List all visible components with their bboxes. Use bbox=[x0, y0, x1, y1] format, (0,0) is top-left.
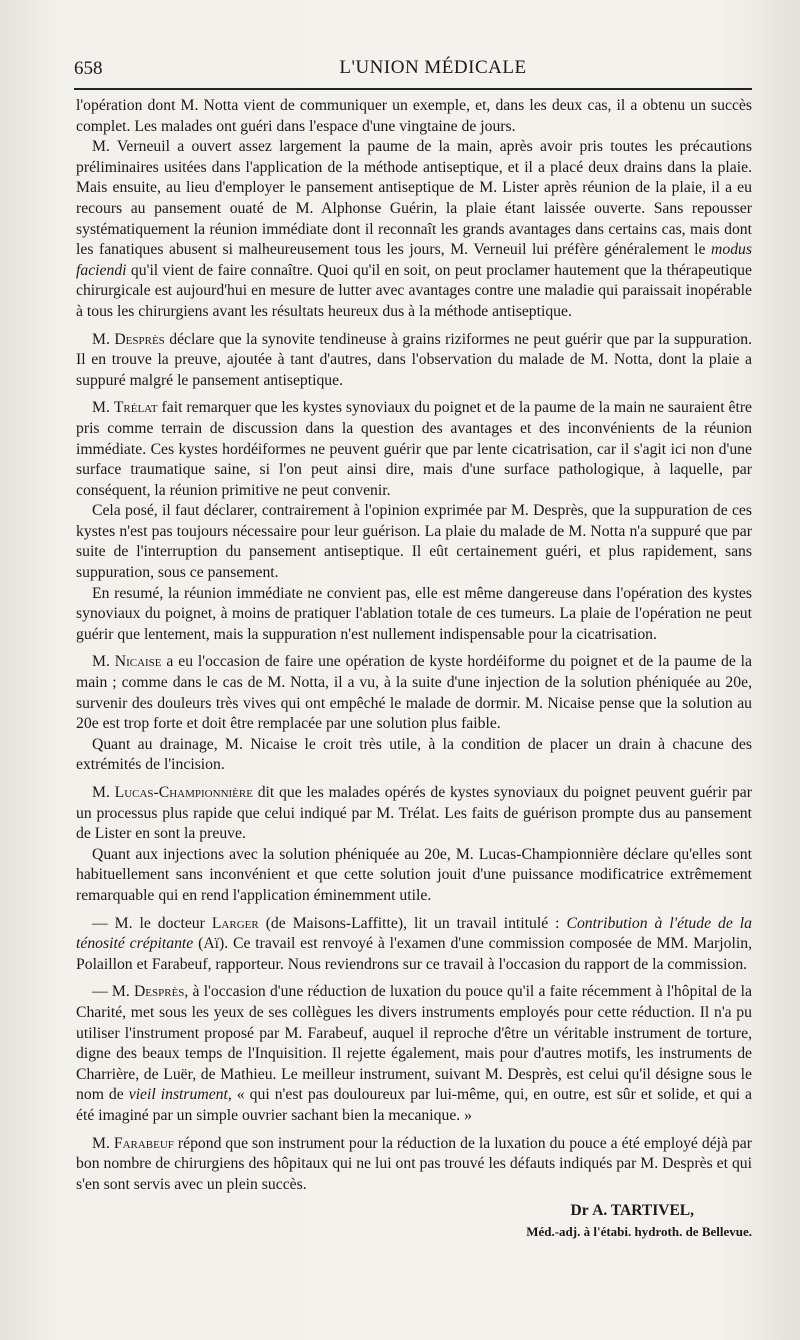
speaker-name: Lucas-Championnière bbox=[114, 784, 253, 801]
paragraph-trelat: M. Trélat fait remarquer que les kystes synoviaux du poignet et de la paume de la main ne sauraient être pris comme terrain de discussion dans la question des avantages et des inconvénients de la réunion immédiate. Ces kystes hordéiformes ne peuvent guérir que par lente cicatrisation, car il s'agit ici non d'une surface traumatique saine, si l'on peut ainsi dire, mais d'une surface pathologique, à laquelle, par conséquent, la réunion primitive ne peut convenir. bbox=[76, 399, 753, 499]
paragraph-nicaise-2: Quant au drainage, M. Nicaise le croit très utile, à la condition de placer un drain à chacune des extrémités de l'incision. bbox=[76, 735, 752, 774]
article-body bbox=[76, 96, 752, 1242]
speaker-name: Nicaise bbox=[114, 653, 162, 671]
paragraph-trelat-2: Cela posé, il faut déclarer, contrairement à l'opinion exprimée par M. Desprès, que la suppuration de ces kystes n'est pas toujours nécessaire pour leur guérison. La plaie du malade de M. Notta n'a suppuré que par suite de l'interruption du pansement antiseptique. Il eût certainement guéri, et plus rapidement, sans suppuration, sous ce pansement. bbox=[76, 502, 752, 582]
paragraph-nicaise: M. Nicaise a eu l'occasion de faire une opération de kyste hordéiforme du poignet et de la paume de la main ; comme dans le cas de M. Notta, il a vu, à la suite d'une injection de la solution phéniquée au 20e, survenir des douleurs très vives qui ont empêché le malade de dormir. M. Nicaise pense que la solution au 20e est trop forte et doit être remplacée par une solution plus faible. bbox=[76, 653, 753, 733]
journal-title: L'UNION MÉDICALE bbox=[339, 57, 527, 78]
speaker-name: Larger bbox=[211, 914, 259, 932]
paragraph-lucas-2: Quant aux injections avec la solution phéniquée au 20e, M. Lucas-Championnière déclare qu'elles sont habituellement sans inconvénient et que cette solution jouit d'une puissance modificatrice extrêmement remarquable qui en rend l'application éminemment utile. bbox=[76, 845, 752, 904]
paragraph-1: l'opération dont M. Notta vient de communiquer un exemple, et, dans les deux cas, il a obtenu un succès complet. Les malades ont guéri dans l'espace d'une vingtaine de jours. bbox=[76, 97, 752, 135]
paragraph-farabeuf: M. Farabeuf répond que son instrument pour la réduction de la luxation du pouce a été employé déjà par bon nombre de chirurgiens des hôpitaux qui ne lui ont pas trouvé les défauts indiqués par M. Desprès et qui s'en sont servis avec un plein succès. bbox=[76, 1134, 752, 1193]
paragraph-despres-2: — M. Desprès, à l'occasion d'une réduction de luxation du pouce qu'il a faite récemment à l'hôpital de la Charité, met sous les yeux de ses collègues les divers instruments employés pour cette réduction. Il n'a pu utiliser l'instrument proposé par M. Farabeuf, auquel il reproche d'être un véritable instrument de torture, digne des beaux temps de l'Inquisition. Il rejette également, mais pour d'autres motifs, les instruments de Charrière, de Luër, de Mathieu. Le meilleur instrument, suivant M. Desprès, est celui qu'il désigne sous le nom de vieil instrument, « qui n'est pas douloureux par lui-même, qui, en outre, est sûr et solide, et qui a été imaginé par un simple ouvrier sachant bien la mecanique. » bbox=[76, 983, 753, 1124]
author-name: Dr A. TARTIVEL, bbox=[570, 1202, 694, 1220]
paragraph-despres: M. Desprès déclare que la synovite tendineuse à grains riziformes ne peut guérir que par la suppuration. Il en trouve la preuve, ajoutée à tant d'autres, dans l'observation du malade de M. Notta, dont la plaie a suppuré malgré le pansement antiseptique. bbox=[76, 330, 753, 389]
paragraph-larger: — M. le docteur Larger (de Maisons-Laffitte), lit un travail intitulé : Contribution à l'étude de la ténosité crépitante (Aï). Ce travail est renvoyé à l'examen d'une commission composée de MM. Marjolin, Polaillon et Farabeuf, rapporteur. Nous reviendrons sur ce travail à l'occasion du rapport de la commission. bbox=[76, 914, 753, 973]
italic-phrase: modus faciendi bbox=[76, 241, 752, 279]
author-title: Méd.-adj. à l'étabi. hydroth. de Bellevue. bbox=[526, 1223, 752, 1239]
paragraph-trelat-3: En resumé, la réunion immédiate ne convient pas, elle est même dangereuse dans l'opération des kystes synoviaux du poignet, à moins de pratiquer l'ablation totale de ces tumeurs. La plaie de l'opération ne peut guérir que lentement, mais la suppuration n'est nullement indispensable pour la cicatrisation. bbox=[76, 584, 752, 643]
italic-phrase: vieil instrument bbox=[128, 1086, 228, 1104]
paragraph-verneuil: M. Verneuil a ouvert assez largement la paume de la main, après avoir pris toutes les précautions préliminaires usitées dans l'application de la méthode antiseptique, et il a placé deux drains dans la plaie. Mais ensuite, au lieu d'employer le pansement antiseptique de M. Lister après réunion de la plaie, il a eu recours au pansement ouaté de M. Alphonse Guérin, la plaie étant laissée ouverte. Sans repousser systématiquement la réunion immédiate dont il reconnaît les grands avantages dans certains cas, mais dont les fanatiques abusent si malheureusement tous les jours, M. Verneuil lui préfère généralement le modus faciendi qu'il vient de faire connaître. Quoi qu'il en soit, on peut proclamer hautement que la thérapeutique chirurgicale est aujourd'hui en mesure de lutter avec avantages contre une maladie qui paraissait inopérable à tous les chirurgiens avant les résultats heureux dus à la méthode antiseptique. bbox=[76, 138, 752, 320]
speaker-name: Desprès bbox=[114, 330, 165, 348]
header-rule bbox=[74, 88, 752, 90]
speaker-name: Farabeuf bbox=[113, 1134, 174, 1152]
speaker-name: Trélat bbox=[113, 399, 158, 417]
paragraph-lucas: M. Lucas-Championnière dit que les malades opérés de kystes synoviaux du poignet peuvent guérir par un processus plus rapide que celui indiqué par M. Trélat. Les faits de guérison prompte dus au pansement de Lister en sont la preuve. bbox=[76, 784, 752, 843]
speaker-name: Desprès bbox=[133, 983, 185, 1001]
page-number: 658 bbox=[74, 58, 103, 79]
page-header bbox=[74, 52, 752, 82]
work-title: Contribution à l'étude de la ténosité crépitante bbox=[76, 914, 753, 953]
signature bbox=[76, 1201, 752, 1242]
